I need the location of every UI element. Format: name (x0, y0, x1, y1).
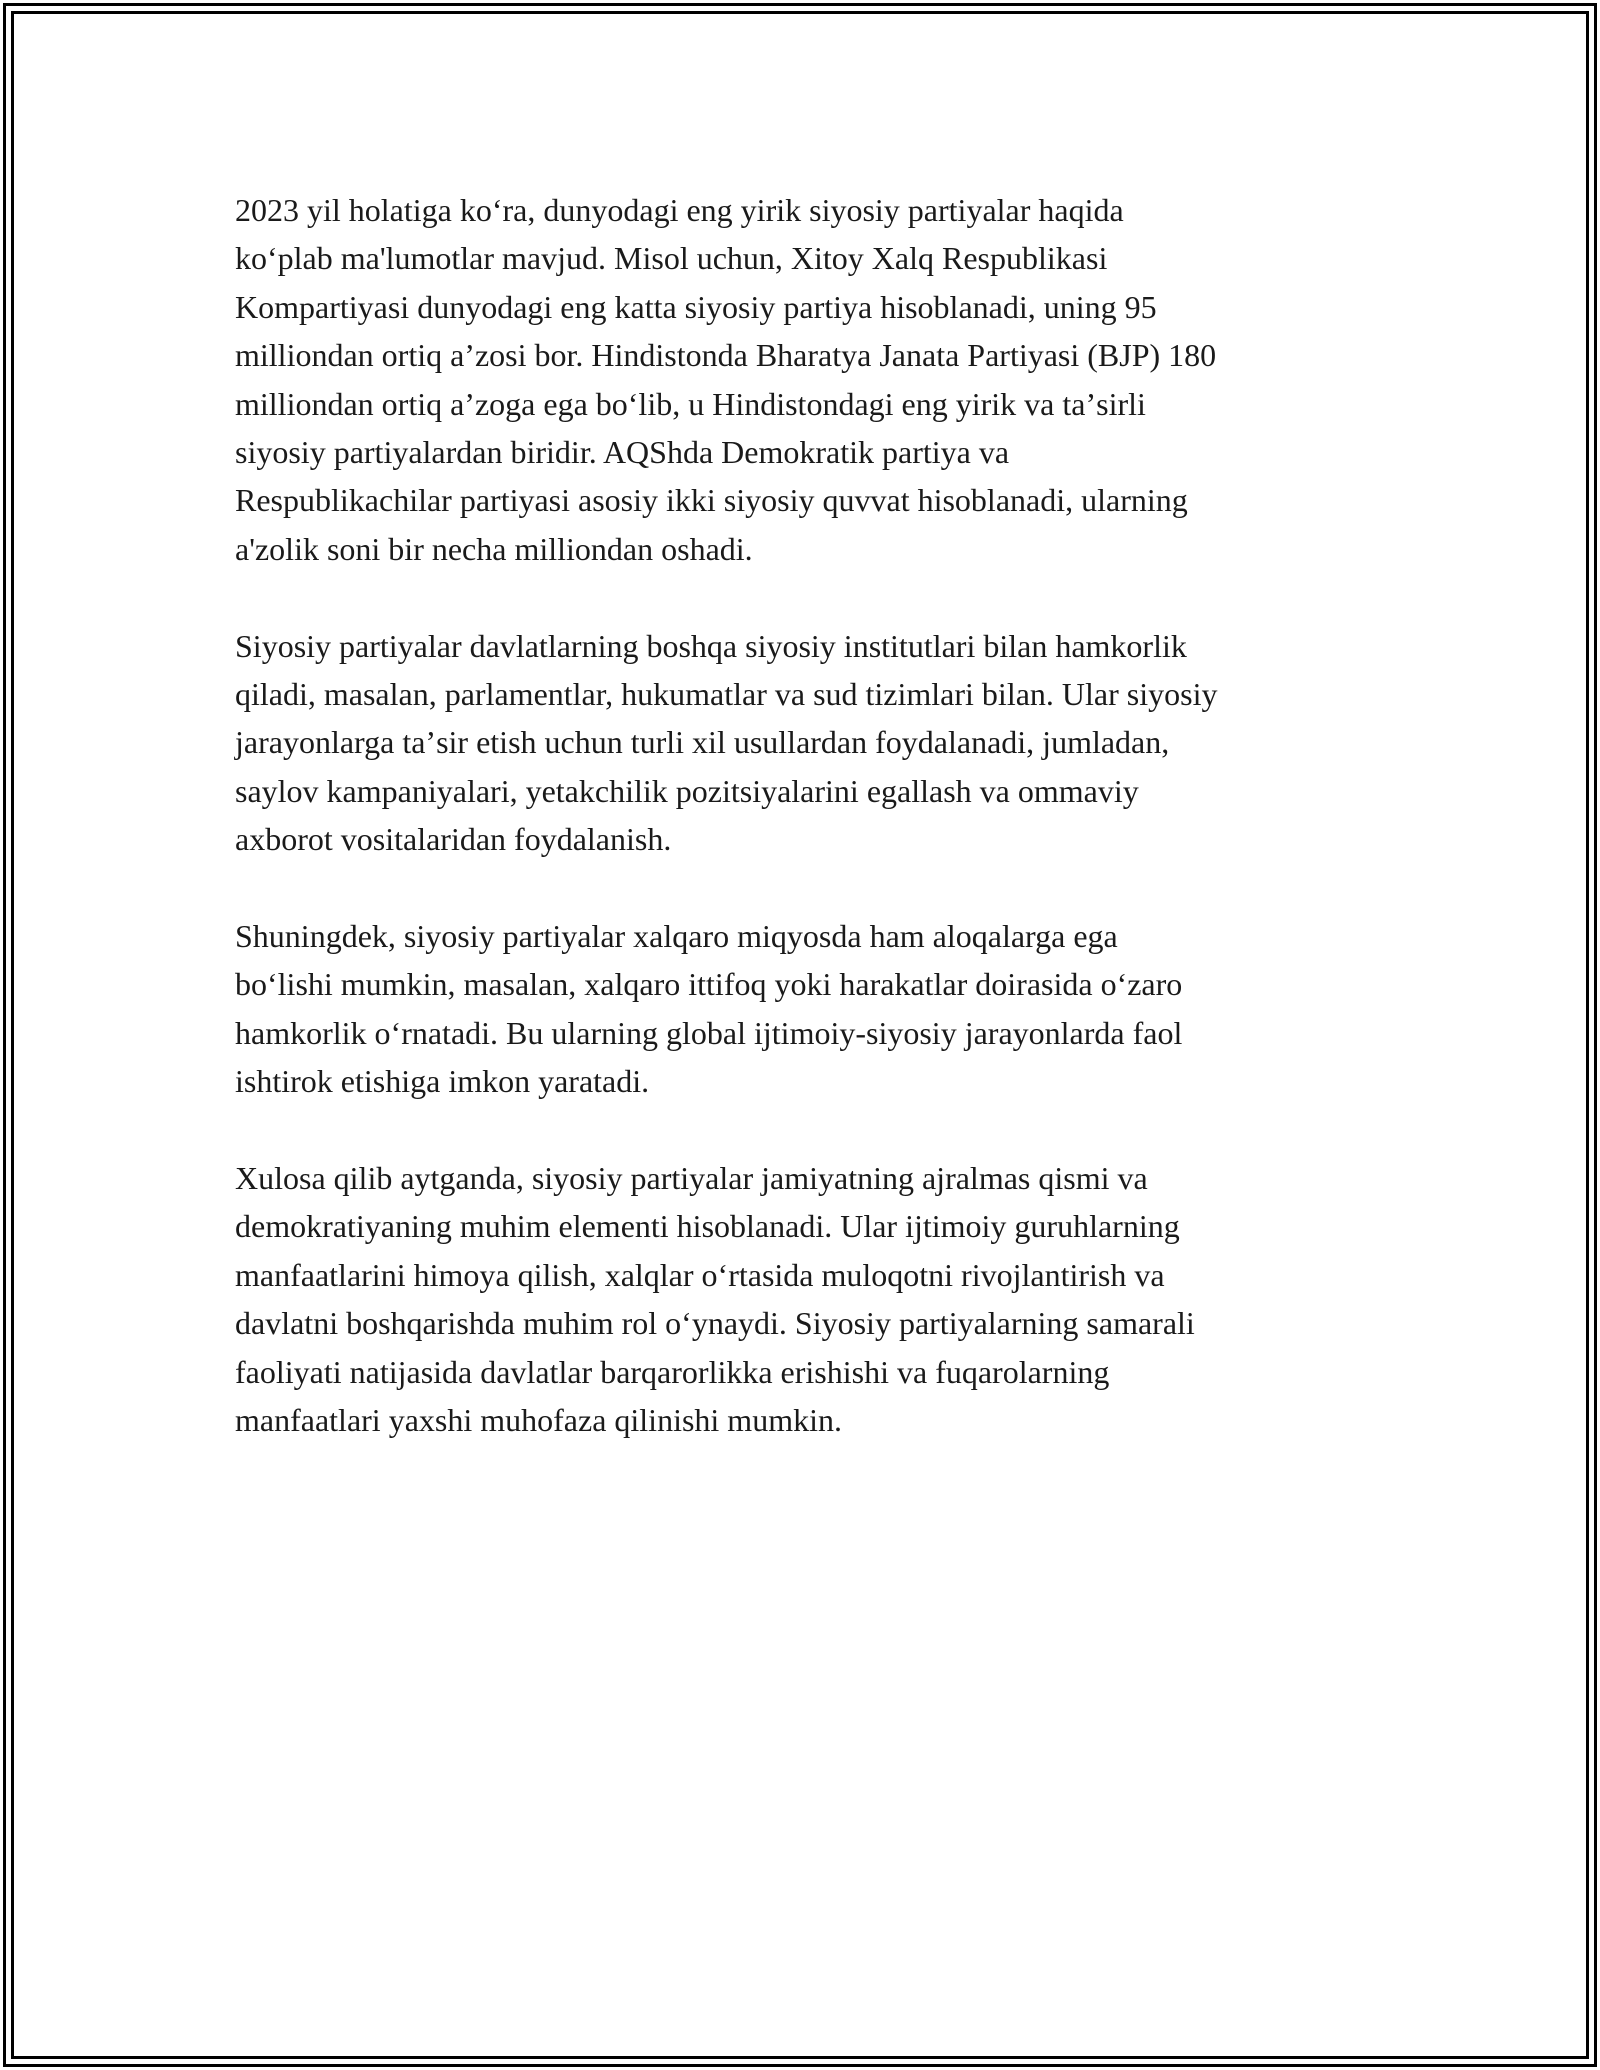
text-line: boʻlishi mumkin, masalan, xalqaro ittifoq yoki harakatlar doirasida oʻzaro (235, 966, 1183, 1003)
text-line: saylov kampaniyalari, yetakchilik pozitsiyalarini egallash va ommaviy (235, 772, 1139, 809)
text-line: milliondan ortiq aʼzosi bor. Hindistonda Bharatya Janata Partiyasi (BJP) 180 (235, 337, 1217, 374)
text-line: Shuningdek, siyosiy partiyalar xalqaro miqyosda ham aloqalarga ega (235, 918, 1118, 955)
text-line: axborot vositalaridan foydalanish. (235, 821, 672, 858)
text-line: hamkorlik oʻrnatadi. Bu ularning global ijtimoiy-siyosiy jarayonlarda faol (235, 1014, 1183, 1051)
text-line: a'zolik soni bir necha milliondan oshadi. (235, 530, 753, 567)
text-line: Respublikachilar partiyasi asosiy ikki siyosiy quvvat hisoblanadi, ularning (235, 482, 1188, 519)
text-line: Kompartiyasi dunyodagi eng katta siyosiy partiya hisoblanadi, uning 95 (235, 288, 1157, 325)
paragraph-1 (235, 186, 1385, 573)
text-line: jarayonlarga taʼsir etish uchun turli xil usullardan foydalanadi, jumladan, (235, 724, 1170, 761)
paragraph-3 (235, 912, 1385, 1106)
document-body (235, 186, 1385, 1493)
text-line: faoliyati natijasida davlatlar barqarorlikka erishishi va fuqarolarning (235, 1353, 1110, 1390)
text-line: davlatni boshqarishda muhim rol oʻynaydi. Siyosiy partiyalarning samarali (235, 1305, 1195, 1342)
text-line: manfaatlari yaxshi muhofaza qilinishi mumkin. (235, 1402, 842, 1439)
text-line: Xulosa qilib aytganda, siyosiy partiyalar jamiyatning ajralmas qismi va (235, 1160, 1148, 1197)
text-line: ishtirok etishiga imkon yaratadi. (235, 1063, 650, 1100)
text-line: qiladi, masalan, parlamentlar, hukumatlar va sud tizimlari bilan. Ular siyosiy (235, 676, 1218, 713)
paragraph-2 (235, 622, 1385, 864)
paragraph-4 (235, 1154, 1385, 1444)
text-line: siyosiy partiyalardan biridir. AQShda Demokratik partiya va (235, 434, 1010, 471)
text-line: demokratiyaning muhim elementi hisoblanadi. Ular ijtimoiy guruhlarning (235, 1208, 1180, 1245)
text-line: milliondan ortiq aʼzoga ega boʻlib, u Hindistondagi eng yirik va taʼsirli (235, 385, 1146, 422)
text-line: manfaatlarini himoya qilish, xalqlar oʻrtasida muloqotni rivojlantirish va (235, 1256, 1165, 1293)
text-line: Siyosiy partiyalar davlatlarning boshqa siyosiy institutlari bilan hamkorlik (235, 627, 1187, 664)
text-line: koʻplab ma'lumotlar mavjud. Misol uchun, Xitoy Xalq Respublikasi (235, 240, 1108, 277)
text-line: 2023 yil holatiga koʻra, dunyodagi eng yirik siyosiy partiyalar haqida (235, 192, 1124, 228)
